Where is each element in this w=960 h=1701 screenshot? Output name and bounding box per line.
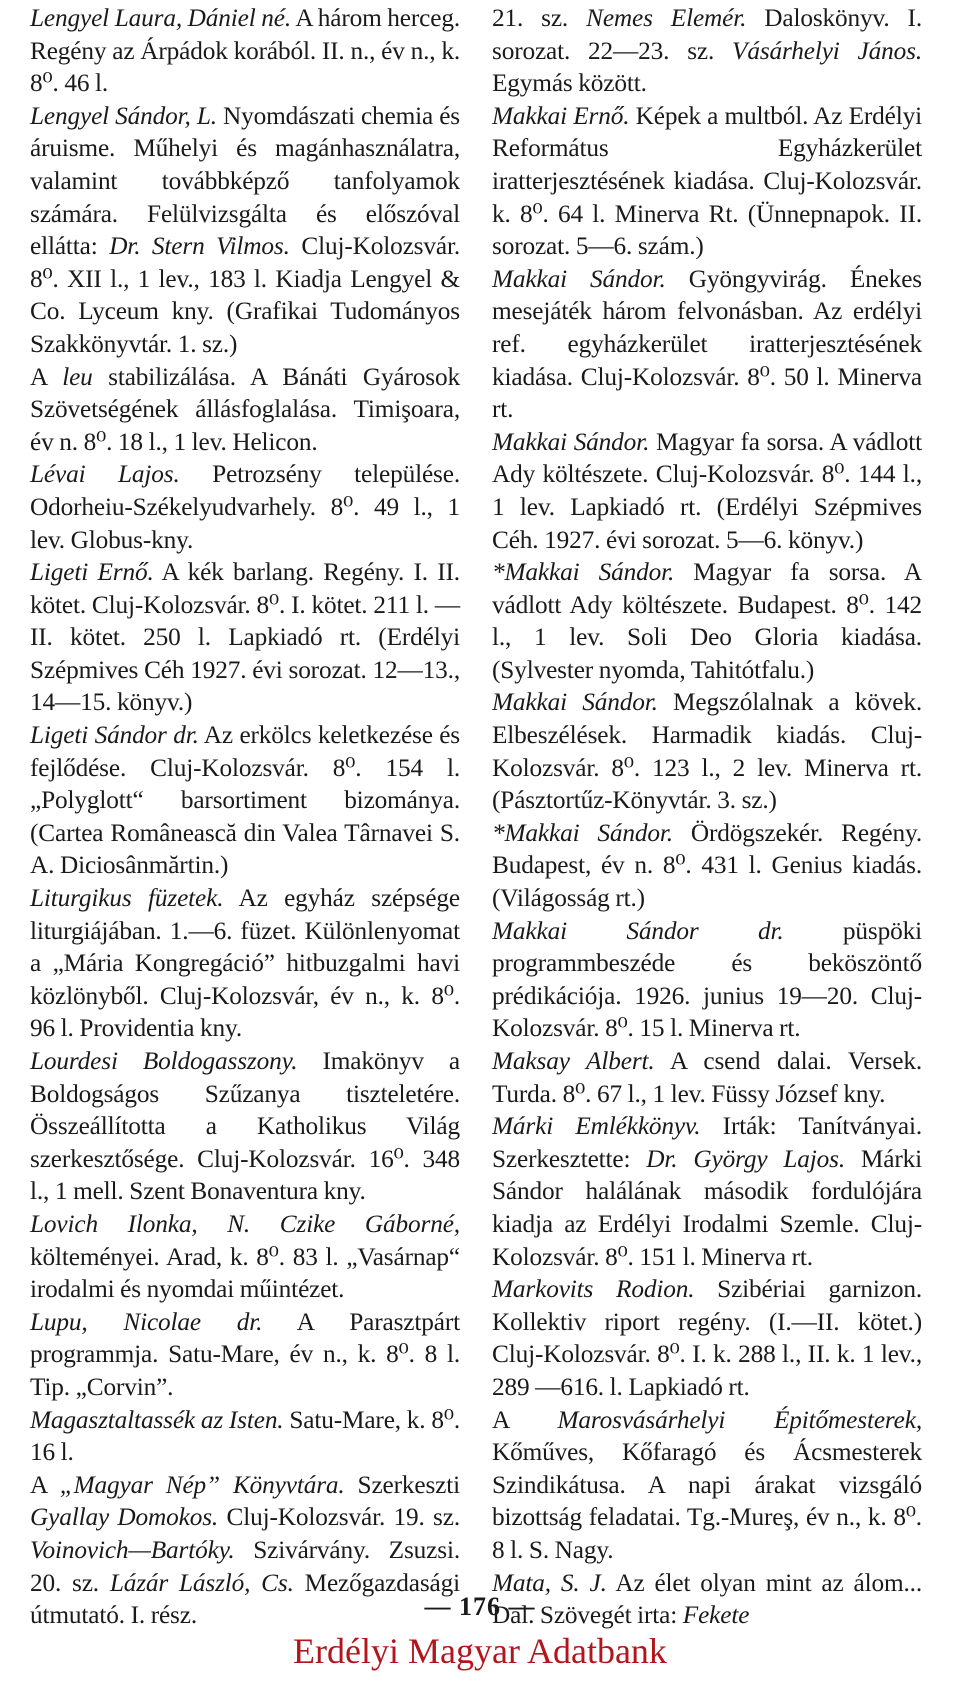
entry-author: Markovits Rodion. [492,1275,695,1304]
entry-text: A csend dalai. Versek. Turda. 8⁰. 67 l., 1 lev. Füssy József kny. [492,1047,922,1108]
page-number: — 176 — [424,1592,536,1621]
entry-author: Ligeti Sándor dr. [30,721,199,750]
bibliography-entry [30,100,460,361]
entry-text: Képek a multból. Az Erdélyi Református Egyházkerület iratterjesztésének kiadása. Cluj-Kolozsvár. k. 8⁰. 64 l. Minerva Rt. (Ünnepnapok. II. sorozat. 5—6. szám.) [492,101,922,261]
entry-text: Márki Sándor halálának második fordulójára kiadja az Erdélyi Irodalmi Szemle. Cluj-Kolozsvár. 8⁰. 151 l. Minerva rt. [492,1144,923,1271]
entry-text: Az erkölcs keletkezése és fejlődése. Cluj-Kolozsvár. 8⁰. 154 l. „Polyglott“ barsortiment bizománya. (Cartea Românească din Valea Târnavei S. A. Diciosânmărtin.) [30,721,461,880]
bibliography-entry [30,719,460,882]
entry-text: Mezőgazdasági útmutató. I. rész. [30,1568,460,1630]
entry-text: Ördögszekér. Regény. Budapest, év n. 8⁰. 431 l. Genius kiadás. (Világosság rt.) [492,818,923,913]
bibliography-entry [30,2,460,100]
entry-text: Imakönyv a Boldogságos Szűzanya tiszteletére. Összeállította a Katholikus Világ szerkesztősége. Cluj-Kolozsvár. 16⁰. 348 l., 1 mell. Szent Bonaventura kny. [30,1047,460,1206]
entry-author: Makkai Sándor dr. [492,916,784,945]
entry-text: Cluj-Kolozsvár. 19. sz. [218,1503,460,1532]
entry-text: Szivárvány. Zsuzsi. 20. sz. [30,1535,460,1597]
entry-text: Cluj-Kolozsvár. 8⁰. XII l., 1 lev., 183 l. Kiadja Lengyel & Co. Lyceum kny. (Grafikai Tudományos Szakkönyvtár. 1. sz.) [30,232,460,358]
entry-author: Vásárhelyi János. [732,36,922,65]
entry-text: Az élet olyan mint az álom... Dal. Szövegét irta: [492,1568,923,1630]
entry-text: Irták: Tanítványai. Szerkesztette: [492,1112,922,1173]
entry-author: Maksay Albert. [492,1047,655,1075]
entry-text: Nyomdászati chemia és áruisme. Műhelyi és magánhasználatra, valamint továbbképző tanfolyamok számára. Felülvizsgálta és előszóval ellátta: [30,101,461,261]
entry-author: „Magyar Nép” Könyvtára. [59,1470,345,1499]
entry-text: Magyar fa sorsa. A vádlott Ady költészete. Budapest. 8⁰. 142 l., 1 lev. Soli Deo Gloria kiadása. (Sylvester nyomda, Tahitótfalu.) [492,558,922,684]
entry-text: Egymás között. [492,69,647,98]
left-column [30,2,460,1632]
entry-author: Lupu, Nicolae dr. [30,1307,263,1336]
bibliography-entry [30,1306,460,1404]
entry-author: Nemes Elemér. [586,4,747,32]
entry-author: Lovich Ilonka, N. Czike Gáborné, [30,1209,460,1238]
bibliography-entry [30,556,460,719]
entry-text: Szibériai garnizon. Kollektiv riport regény. (I.—II. kötet.) Cluj-Kolozsvár. 8⁰. I. k. 288 l., II. k. 1 lev., 289 —616. l. Lapkiadó rt. [492,1275,922,1401]
entry-author: Márki Emlékkönyv. [492,1112,701,1141]
entry-text: A kék barlang. Regény. I. II. kötet. Cluj-Kolozsvár. 8⁰. I. kötet. 211 l. — II. kötet. 250 l. Lapkiadó rt. (Erdélyi Szépmives Céh 1927. évi sorozat. 12—13., 14—15. könyv.) [30,558,460,717]
entry-author: Makkai Ernő. [492,101,630,130]
bibliography-entry [30,1208,460,1306]
entry-author: Lázár László, Cs. [109,1568,294,1597]
entry-text: stabilizálása. A Bánáti Gyárosok Szövetségének állásfoglalása. Timişoara, év n. 8⁰. 18 l., 1 lev. Helicon. [30,362,460,456]
entry-text: Magyar fa sorsa. A vádlott Ady költészete. Cluj-Kolozsvár. 8⁰. 144 l., 1 lev. Lapkiadó rt. (Erdélyi Szépmives Céh. 1927. évi sorozat. 5—6. könyv.) [492,427,922,554]
bibliography-entry [30,1404,460,1469]
entry-author: Makkai Sándor. [492,688,658,717]
entry-author: Mata, S. J. [492,1568,607,1597]
entry-text: Petrozsény települése. Odorheiu-Székelyudvarhely. 8⁰. 49 l., 1 lev. Globus-kny. [30,460,460,554]
entry-author: leu [62,362,93,391]
entry-text: Satu-Mare, k. 8⁰. 16 l. [30,1405,460,1467]
entry-author: Dr. Stern Vilmos. [109,232,290,261]
entry-text: A Parasztpárt programmja. Satu-Mare, év n., k. 8⁰. 8 l. Tip. „Corvin”. [30,1307,460,1401]
entry-text: Gyöngyvirág. Énekes mesejáték három felvonásban. Az erdélyi ref. egyházkerület iratterjesztésének kiadása. Cluj-Kolozsvár. 8⁰. 50 l. Minerva rt. [492,264,923,424]
right-column [492,2,922,1632]
entry-text: A [492,1405,558,1434]
entry-text: püspöki programmbeszéde és beköszöntő prédikációja. 1926. junius 19—20. Cluj-Kolozsvár. 8⁰. 15 l. Minerva rt. [492,916,922,1043]
entry-text: Daloskönyv. I. sorozat. 22—23. sz. [492,4,923,65]
entry-author: Lévai Lajos. [30,460,180,489]
bibliography-entry [492,1045,922,1110]
entry-author: Liturgikus füzetek. [30,884,224,913]
entry-author: Makkai Sándor. [492,427,650,456]
bibliography-entry [30,882,460,1045]
entry-text: Szerkeszti [344,1470,460,1499]
entry-text: A [30,1470,60,1499]
entry-author: *Makkai Sándor. [492,818,673,847]
entry-text: Megszólalnak a kövek. Elbeszélések. Harmadik kiadás. Cluj-Kolozsvár. 8⁰. 123 l., 2 lev. Minerva rt. (Pásztortűz-Könyvtár. 3. sz.) [492,688,922,815]
bibliography-entry [30,361,460,459]
bibliography-entry [492,426,922,556]
bibliography-entry [492,263,922,426]
bibliography-entry [492,817,922,915]
bibliography-entry [492,686,922,816]
entry-author: Lourdesi Boldogasszony. [30,1047,298,1075]
bibliography-entry [492,100,922,263]
entry-text: költeményei. Arad, k. 8⁰. 83 l. „Vasárnap“ irodalmi és nyomdai műintézet. [30,1242,460,1304]
bibliography-entry [30,1045,460,1208]
entry-author: *Makkai Sándor. [492,558,675,587]
entry-author: Makkai Sándor. [492,264,666,293]
entry-author: Lengyel Laura, Dániel né. [30,4,292,32]
entry-text: A [30,362,63,391]
bibliography-entry [492,1404,922,1567]
entry-author: Gyallay Domokos. [30,1503,219,1532]
bibliography-entry [492,1273,922,1403]
entry-text: 21. sz. [492,4,587,32]
bibliography-entry [492,915,922,1045]
entry-author: Voinovich—Bartóky. [30,1535,235,1564]
bibliography-entry [492,2,922,100]
entry-text: A három herceg. Regény az Árpádok korából. II. n., év n., k. 8⁰. 46 l. [30,4,460,98]
bibliography-entry [30,458,460,556]
entry-author: Lengyel Sándor, L. [30,101,217,130]
entry-author: Fekete [682,1601,750,1630]
entry-author: Ligeti Ernő. [30,558,154,587]
entry-text: Az egyház szépsége liturgiájában. 1.—6. füzet. Különlenyomat a „Mária Kongregáció” hitbuzgalmi havi közlönyből. Cluj-Kolozsvár, év n., k. 8⁰. 96 l. Providentia kny. [30,884,460,1043]
entry-text: Kőműves, Kőfaragó és Ácsmesterek Szindikátusa. A napi árakat vizsgáló bizottság feladatai. Tg.-Mureş, év n., k. 8⁰. 8 l. S. Nagy. [492,1438,922,1564]
entry-author: Dr. György Lajos. [646,1144,846,1173]
footer-brand: Erdélyi Magyar Adatbank [293,1631,667,1671]
bibliography-entry [492,556,922,686]
bibliography-entry [492,1110,922,1273]
entry-author: Marosvásárhelyi Épitőmesterek, [557,1405,922,1434]
entry-author: Magasztaltassék az Isten. [30,1405,284,1434]
